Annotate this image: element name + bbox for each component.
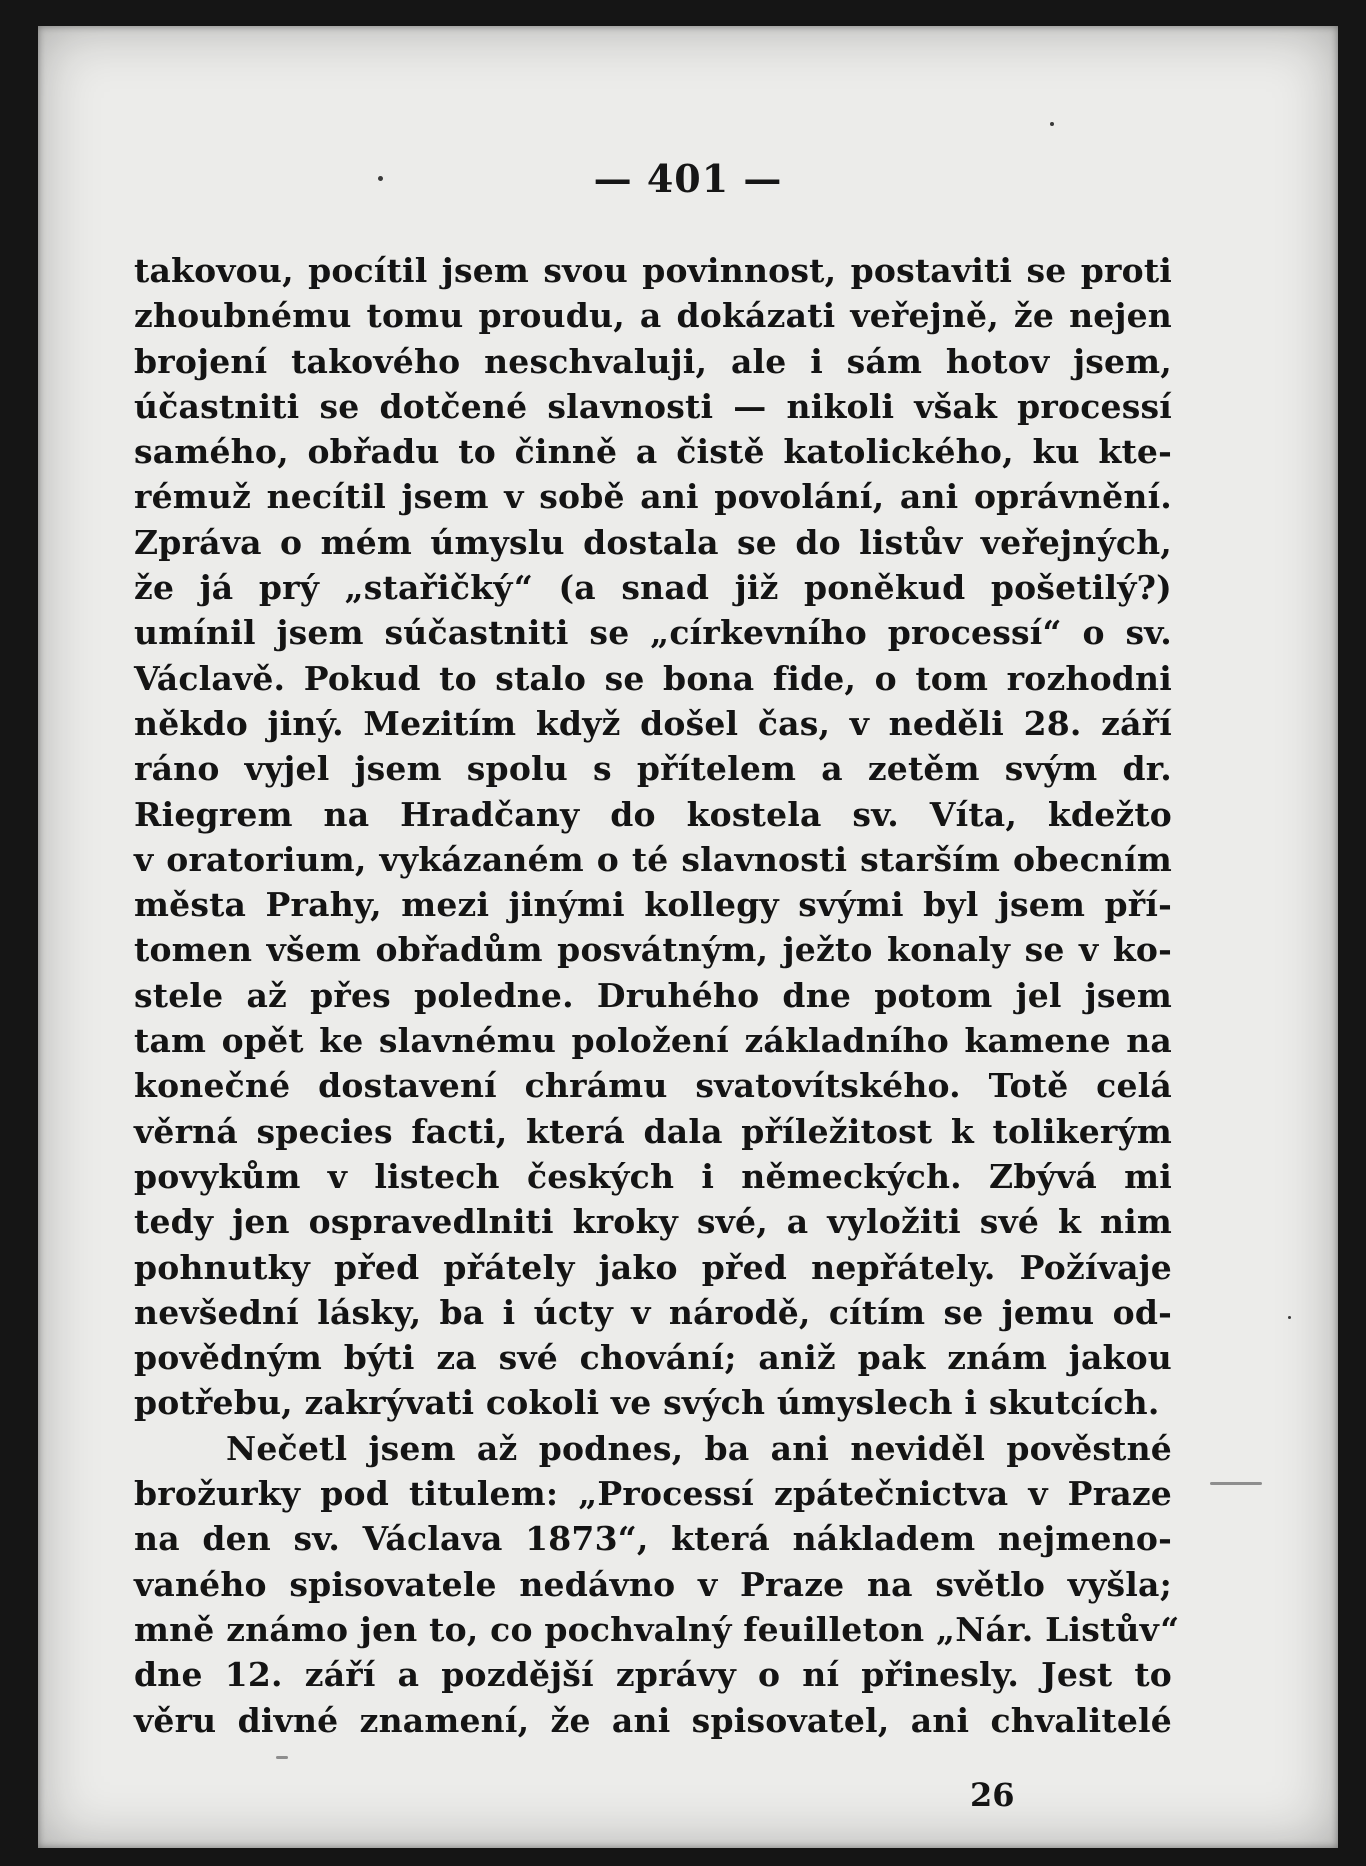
text-line: Václavě. Pokud to stalo se bona fide, o tom rozhodni xyxy=(134,658,1172,698)
paragraph-start-line: Nečetl jsem až podnes, ba ani neviděl pověstné xyxy=(226,1428,1172,1468)
text-line: Riegrem na Hradčany do kostela sv. Víta, kdežto xyxy=(134,794,1172,834)
text-line: takovou, pocítil jsem svou povinnost, postaviti se proti xyxy=(134,251,1172,290)
text-line: samého, obřadu to činně a čistě katolického, ku kte- xyxy=(134,432,1172,472)
print-speck xyxy=(1050,122,1054,126)
text-line: umínil jsem súčastniti se „církevního processí“ o sv. xyxy=(134,613,1172,653)
text-line: tomen všem obřadům posvátným, ježto konaly se v ko- xyxy=(134,930,1172,970)
text-line: vaného spisovatele nedávno v Praze na světlo vyšla; xyxy=(134,1564,1172,1604)
text-line: někdo jiný. Mezitím když došel čas, v neděli 28. září xyxy=(134,703,1172,743)
text-line: povykům v listech českých i německých. Zbývá mi xyxy=(134,1156,1172,1196)
print-smudge xyxy=(1210,1482,1262,1485)
print-speck xyxy=(1288,1316,1291,1319)
text-line: brožurky pod titulem: „Processí zpátečnictva v Praze xyxy=(134,1474,1172,1514)
text-line: zhoubnému tomu proudu, a dokázati veřejně, že nejen xyxy=(134,296,1172,336)
page-number: — 401 — xyxy=(593,156,783,201)
text-line: v oratorium, vykázaném o té slavnosti starším obecním xyxy=(134,839,1172,879)
text-line: Zpráva o mém úmyslu dostala se do listův veřejných, xyxy=(134,522,1172,562)
text-line: mně známo jen to, co pochvalný feuilleton „Nár. Listův“ xyxy=(134,1609,1180,1649)
text-line: nevšední lásky, ba i úcty v národě, cítím se jemu od- xyxy=(134,1292,1172,1332)
text-line: dne 12. září a pozdější zprávy o ní přinesly. Jest to xyxy=(134,1655,1172,1695)
text-line: pohnutky před přátely jako před nepřátely. Požívaje xyxy=(134,1247,1172,1287)
text-line: brojení takového neschvaluji, ale i sám hotov jsem, xyxy=(134,341,1172,381)
text-line: věrná species facti, která dala příležitost k tolikerým xyxy=(134,1111,1172,1151)
paragraph-end-line: potřebu, zakrývati cokoli ve svých úmyslech i skutcích. xyxy=(134,1383,1160,1423)
text-line: že já prý „stařičký“ (a snad již poněkud pošetilý?) xyxy=(134,568,1172,608)
text-line: na den sv. Václava 1873“, která nákladem nejmeno- xyxy=(134,1519,1172,1559)
text-line: tedy jen ospravedlniti kroky své, a vyložiti své k nim xyxy=(134,1202,1172,1242)
body-text xyxy=(134,248,1180,1743)
text-line: tam opět ke slavnému položení základního kamene na xyxy=(134,1021,1172,1061)
signature-mark: 26 xyxy=(970,1776,1015,1814)
text-line: konečné dostavení chrámu svatovítského. Totě celá xyxy=(134,1066,1172,1106)
text-line: věru divné znamení, že ani spisovatel, ani chvalitelé xyxy=(134,1700,1172,1740)
print-speck xyxy=(378,176,383,181)
book-page xyxy=(38,26,1338,1848)
text-line: stele až přes poledne. Druhého dne potom jel jsem xyxy=(134,975,1172,1015)
text-line: města Prahy, mezi jinými kollegy svými byl jsem pří- xyxy=(134,885,1172,925)
text-line: rémuž necítil jsem v sobě ani povolání, ani oprávnění. xyxy=(134,477,1172,517)
text-line: ráno vyjel jsem spolu s přítelem a zetěm svým dr. xyxy=(134,749,1172,789)
text-line: účastniti se dotčené slavnosti — nikoli však processí xyxy=(134,386,1172,426)
print-smudge xyxy=(276,1756,288,1759)
text-line: povědným býti za své chování; aniž pak znám jakou xyxy=(134,1338,1172,1378)
